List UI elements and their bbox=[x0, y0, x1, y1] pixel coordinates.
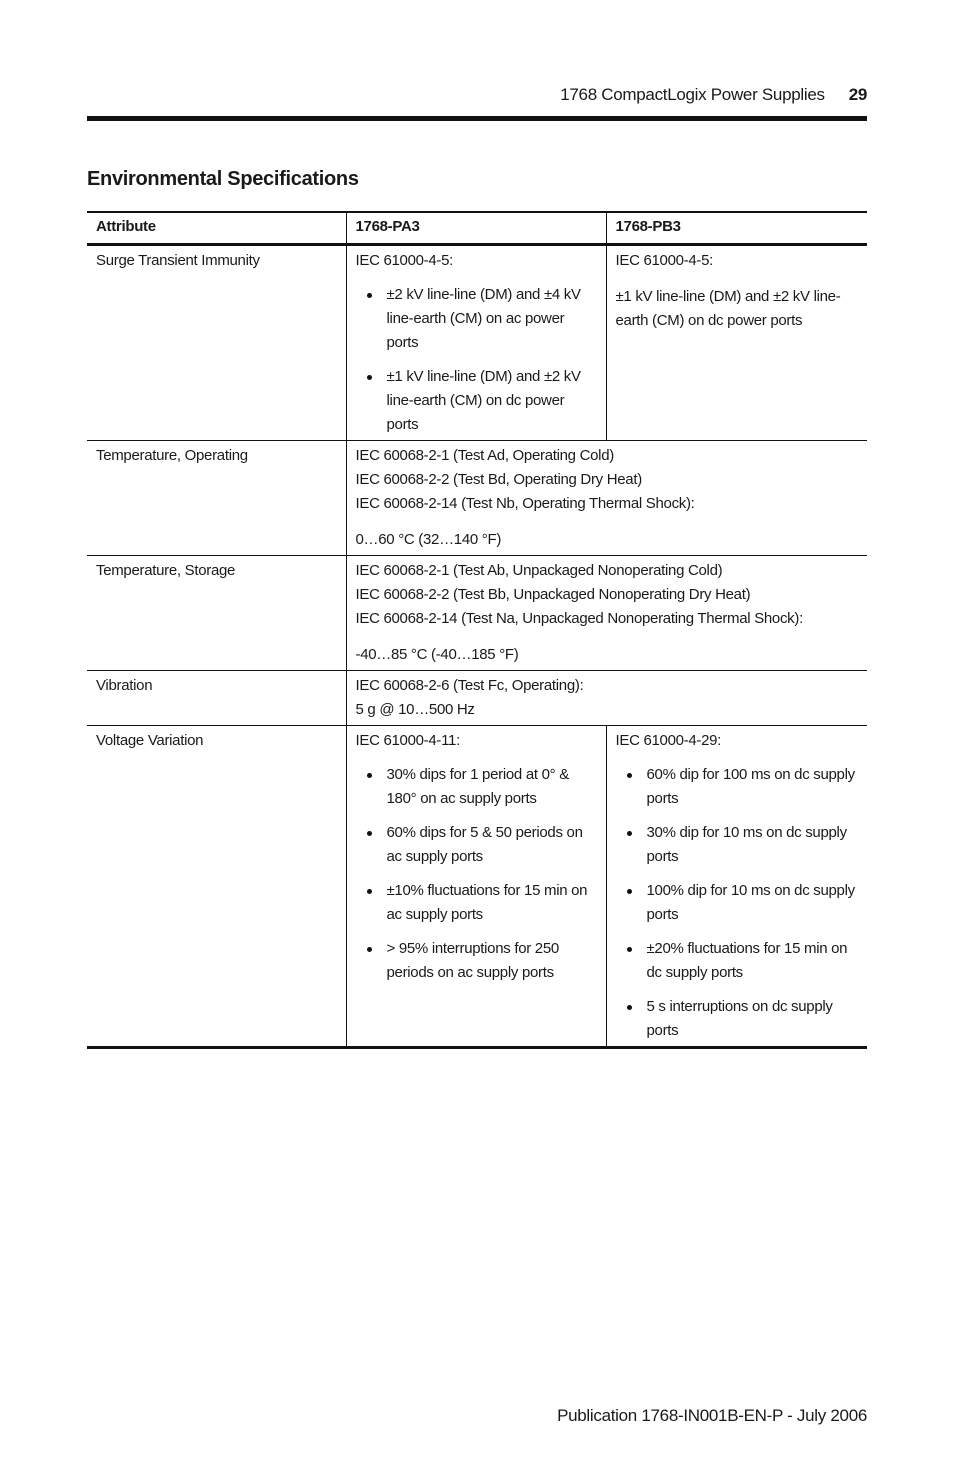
standard-label: IEC 61000-4-11: bbox=[355, 732, 460, 749]
temperature-range: -40…85 °C (-40…185 °F) bbox=[355, 646, 519, 663]
bullet-list bbox=[356, 763, 596, 985]
list-item: ±1 kV line-line (DM) and ±2 kV line-earth (CM) on dc power ports bbox=[356, 365, 596, 437]
bullet-icon bbox=[367, 773, 372, 778]
table-row bbox=[87, 671, 867, 726]
table-header-row bbox=[87, 212, 867, 245]
table-row bbox=[87, 441, 867, 556]
column-header-pa3: 1768-PA3 bbox=[346, 212, 606, 245]
bullet-icon bbox=[627, 947, 632, 952]
spec-cell bbox=[346, 671, 867, 726]
pb3-cell bbox=[606, 245, 867, 441]
spec-cell bbox=[346, 441, 867, 556]
standard-label: IEC 61000-4-5: bbox=[615, 252, 714, 269]
column-header-pb3: 1768-PB3 bbox=[615, 218, 681, 235]
publication-footer: Publication 1768-IN001B-EN-P - July 2006 bbox=[557, 1406, 867, 1425]
table-row bbox=[87, 245, 867, 441]
standard-label: IEC 61000-4-5: bbox=[355, 252, 454, 269]
bullet-icon bbox=[627, 889, 632, 894]
bullet-icon bbox=[367, 831, 372, 836]
attribute-cell: Voltage Variation bbox=[96, 732, 204, 749]
list-item: ±10% fluctuations for 15 min on ac supply ports bbox=[356, 879, 596, 927]
list-item: ±2 kV line-line (DM) and ±4 kV line-earth (CM) on ac power ports bbox=[356, 283, 596, 355]
attribute-cell: Vibration bbox=[96, 677, 153, 694]
list-item: 5 s interruptions on dc supply ports bbox=[616, 995, 858, 1043]
table-row bbox=[87, 556, 867, 671]
bullet-icon bbox=[627, 773, 632, 778]
spec-line: 5 g @ 10…500 Hz bbox=[355, 701, 475, 718]
list-item: 100% dip for 10 ms on dc supply ports bbox=[616, 879, 858, 927]
running-title: 1768 CompactLogix Power Supplies bbox=[560, 85, 825, 104]
header-rule bbox=[87, 116, 867, 121]
list-item: 30% dip for 10 ms on dc supply ports bbox=[616, 821, 858, 869]
bullet-icon bbox=[367, 947, 372, 952]
bullet-list bbox=[616, 763, 858, 1043]
page-header bbox=[87, 82, 867, 108]
spec-line: IEC 60068-2-2 (Test Bb, Unpackaged Nonoperating Dry Heat) bbox=[355, 586, 751, 603]
standard-label: IEC 61000-4-29: bbox=[615, 732, 722, 749]
list-item: > 95% interruptions for 250 periods on ac supply ports bbox=[356, 937, 596, 985]
spec-line: IEC 60068-2-1 (Test Ad, Operating Cold) bbox=[355, 447, 614, 464]
pa3-cell bbox=[346, 245, 606, 441]
pb3-cell bbox=[606, 726, 867, 1048]
spec-line: IEC 60068-2-14 (Test Na, Unpackaged Nonoperating Thermal Shock): bbox=[355, 610, 803, 627]
list-item: 30% dips for 1 period at 0° & 180° on ac supply ports bbox=[356, 763, 596, 811]
pa3-cell bbox=[346, 726, 606, 1048]
bullet-list bbox=[356, 283, 596, 437]
bullet-icon bbox=[627, 831, 632, 836]
bullet-icon bbox=[367, 293, 372, 298]
temperature-range: 0…60 °C (32…140 °F) bbox=[355, 531, 502, 548]
attribute-cell: Temperature, Operating bbox=[96, 447, 248, 464]
spec-line: IEC 60068-2-14 (Test Nb, Operating Thermal Shock): bbox=[355, 495, 695, 512]
section-title: Environmental Specifications bbox=[87, 168, 359, 190]
spec-text: ±1 kV line-line (DM) and ±2 kV line-earth (CM) on dc power ports bbox=[615, 288, 841, 329]
spec-line: IEC 60068-2-1 (Test Ab, Unpackaged Nonoperating Cold) bbox=[355, 562, 723, 579]
bullet-icon bbox=[627, 1005, 632, 1010]
attribute-cell: Temperature, Storage bbox=[96, 562, 236, 579]
spec-cell bbox=[346, 556, 867, 671]
spec-line: IEC 60068-2-2 (Test Bd, Operating Dry Heat) bbox=[355, 471, 642, 488]
bullet-icon bbox=[367, 375, 372, 380]
spec-line: IEC 60068-2-6 (Test Fc, Operating): bbox=[355, 677, 584, 694]
table-row bbox=[87, 726, 867, 1048]
page-number: 29 bbox=[848, 85, 867, 104]
list-item: 60% dip for 100 ms on dc supply ports bbox=[616, 763, 858, 811]
column-header-attribute: Attribute bbox=[96, 218, 156, 235]
list-item: ±20% fluctuations for 15 min on dc supply ports bbox=[616, 937, 858, 985]
attribute-cell: Surge Transient Immunity bbox=[96, 252, 260, 269]
environmental-spec-table bbox=[87, 211, 867, 1049]
bullet-icon bbox=[367, 889, 372, 894]
list-item: 60% dips for 5 & 50 periods on ac supply ports bbox=[356, 821, 596, 869]
